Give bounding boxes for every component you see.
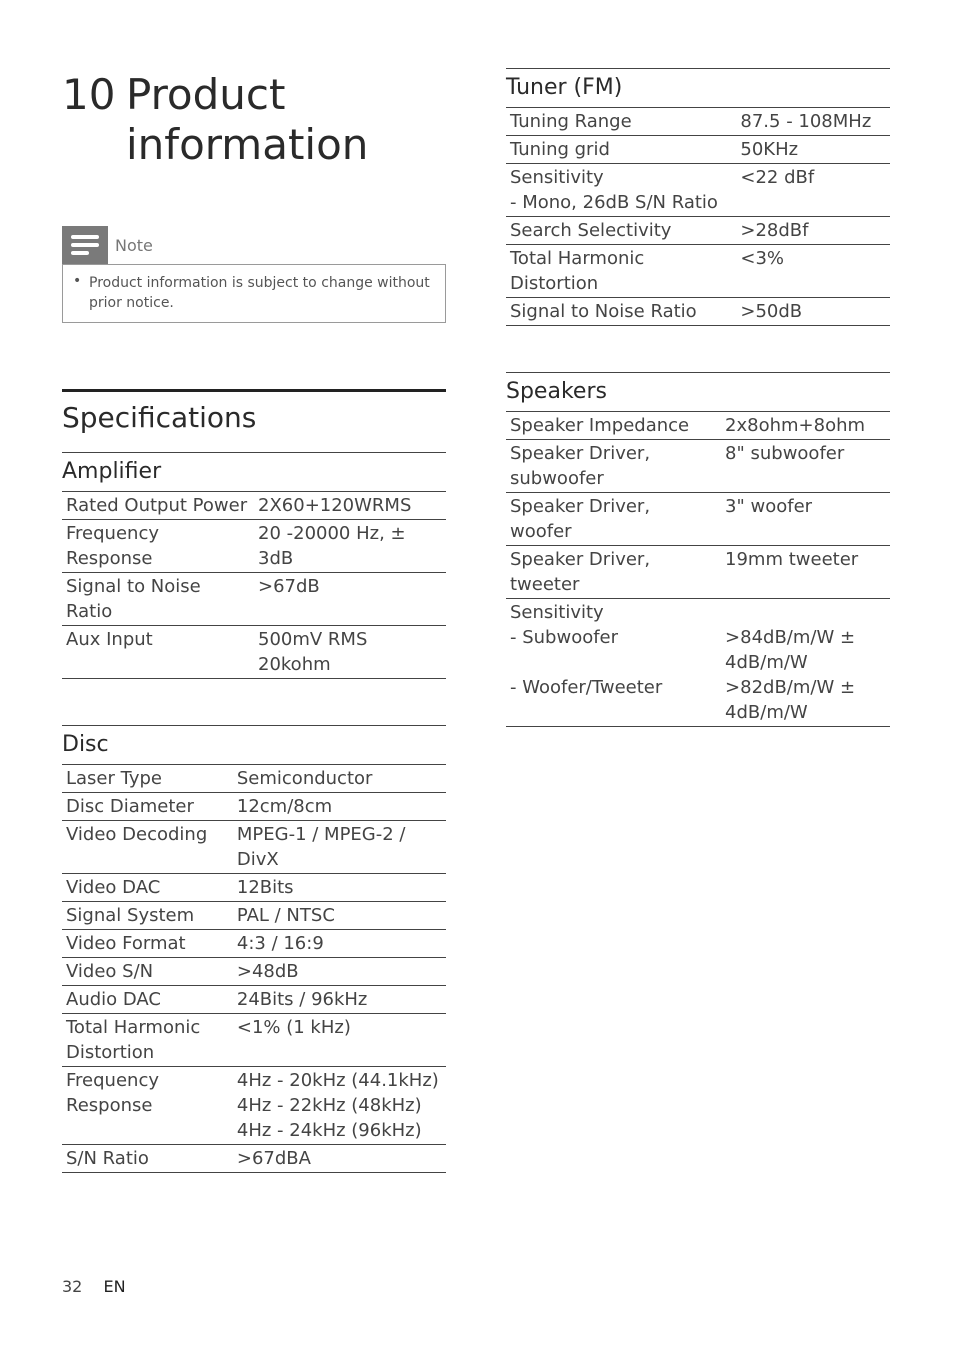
spec-label: Rated Output Power	[62, 492, 254, 520]
spec-label: Signal System	[62, 902, 233, 930]
spec-label: Laser Type	[62, 765, 233, 793]
spec-value: 4Hz - 20kHz (44.1kHz) 4Hz - 22kHz (48kHz) 4Hz - 24kHz (96kHz)	[233, 1067, 446, 1145]
spec-value: 24Bits / 96kHz	[233, 986, 446, 1014]
note-icon	[62, 226, 108, 264]
table-row	[62, 874, 446, 902]
table-row	[62, 930, 446, 958]
spec-label: Video S/N	[62, 958, 233, 986]
table-row	[506, 493, 890, 546]
spec-label: Sensitivity - Subwoofer - Woofer/Tweeter	[506, 599, 721, 727]
table-row	[506, 599, 890, 727]
spec-value: 500mV RMS 20kohm	[254, 626, 446, 679]
table-row	[62, 986, 446, 1014]
spec-value: 19mm tweeter	[721, 546, 890, 599]
specifications-section	[62, 389, 446, 1173]
spec-label: Frequency Response	[62, 520, 254, 573]
speakers-title: Speakers	[506, 373, 890, 412]
spec-value: <22 dBf	[736, 164, 890, 217]
chapter-heading	[62, 70, 446, 170]
spec-label: Speaker Impedance	[506, 412, 721, 440]
chapter-number: 10	[62, 70, 116, 119]
spec-value: 12Bits	[233, 874, 446, 902]
spec-value: 12cm/8cm	[233, 793, 446, 821]
speakers-block	[506, 372, 890, 727]
table-row	[506, 217, 890, 245]
spec-value: PAL / NTSC	[233, 902, 446, 930]
spec-value: <3%	[736, 245, 890, 298]
table-row	[506, 108, 890, 136]
disc-table	[62, 765, 446, 1173]
tuner-title: Tuner (FM)	[506, 69, 890, 108]
spec-value: >84dB/m/W ± 4dB/m/W >82dB/m/W ± 4dB/m/W	[721, 599, 890, 727]
spec-value: 87.5 - 108MHz	[736, 108, 890, 136]
spec-value: >28dBf	[736, 217, 890, 245]
amplifier-table	[62, 492, 446, 679]
table-row	[506, 245, 890, 298]
spec-label: Signal to Noise Ratio	[506, 298, 736, 326]
spec-label: Speaker Driver, woofer	[506, 493, 721, 546]
speakers-table	[506, 412, 890, 727]
table-row	[506, 298, 890, 326]
amplifier-title: Amplifier	[62, 453, 446, 492]
spec-value: 4:3 / 16:9	[233, 930, 446, 958]
spec-label: Search Selectivity	[506, 217, 736, 245]
spec-label: S/N Ratio	[62, 1145, 233, 1173]
spec-value: 50KHz	[736, 136, 890, 164]
table-row	[506, 136, 890, 164]
table-row	[62, 573, 446, 626]
table-row	[506, 546, 890, 599]
section-title: Specifications	[62, 401, 257, 434]
left-column	[62, 70, 446, 1173]
table-row	[506, 164, 890, 217]
spec-label: Sensitivity - Mono, 26dB S/N Ratio	[506, 164, 736, 217]
tuner-table	[506, 108, 890, 326]
note-text: Product information is subject to change without prior notice.	[89, 275, 430, 311]
table-row	[62, 492, 446, 520]
page-number: 32	[62, 1277, 83, 1296]
language-code: EN	[103, 1277, 126, 1296]
tuner-block	[506, 68, 890, 326]
disc-title: Disc	[62, 726, 446, 765]
spec-label: Audio DAC	[62, 986, 233, 1014]
chapter-title: Product information	[126, 70, 369, 169]
spec-value: >67dB	[254, 573, 446, 626]
amplifier-block	[62, 452, 446, 679]
spec-value: MPEG-1 / MPEG-2 / DivX	[233, 821, 446, 874]
spec-value: <1% (1 kHz)	[233, 1014, 446, 1067]
spec-label: Video Format	[62, 930, 233, 958]
spec-label: Total Harmonic Distortion	[506, 245, 736, 298]
table-row	[506, 440, 890, 493]
spec-label: Tuning grid	[506, 136, 736, 164]
note-callout	[62, 226, 446, 323]
page-footer	[62, 1277, 126, 1296]
spec-label: Disc Diameter	[62, 793, 233, 821]
table-row	[62, 1067, 446, 1145]
spec-label: Speaker Driver, subwoofer	[506, 440, 721, 493]
spec-value: >50dB	[736, 298, 890, 326]
spec-value: 2X60+120WRMS	[254, 492, 446, 520]
table-row	[62, 1014, 446, 1067]
table-row	[62, 626, 446, 679]
spec-label: Frequency Response	[62, 1067, 233, 1145]
spec-label: Video DAC	[62, 874, 233, 902]
table-row	[62, 958, 446, 986]
table-row	[62, 902, 446, 930]
spec-value: 2x8ohm+8ohm	[721, 412, 890, 440]
spec-label: Signal to Noise Ratio	[62, 573, 254, 626]
note-label: Note	[115, 235, 153, 255]
spec-value: >48dB	[233, 958, 446, 986]
note-box	[62, 264, 446, 323]
table-row	[62, 821, 446, 874]
table-row	[62, 520, 446, 573]
disc-block	[62, 725, 446, 1173]
spec-label: Aux Input	[62, 626, 254, 679]
spec-label: Video Decoding	[62, 821, 233, 874]
spec-value: 20 -20000 Hz, ± 3dB	[254, 520, 446, 573]
table-row	[62, 1145, 446, 1173]
spec-value: 8" subwoofer	[721, 440, 890, 493]
table-row	[62, 793, 446, 821]
spec-value: 3" woofer	[721, 493, 890, 546]
spec-label: Speaker Driver, tweeter	[506, 546, 721, 599]
spec-value: >67dBA	[233, 1145, 446, 1173]
spec-label: Total Harmonic Distortion	[62, 1014, 233, 1067]
right-column	[506, 68, 890, 727]
spec-value: Semiconductor	[233, 765, 446, 793]
table-row	[62, 765, 446, 793]
note-header	[62, 226, 446, 264]
spec-label: Tuning Range	[506, 108, 736, 136]
bullet-icon: •	[73, 273, 82, 289]
table-row	[506, 412, 890, 440]
